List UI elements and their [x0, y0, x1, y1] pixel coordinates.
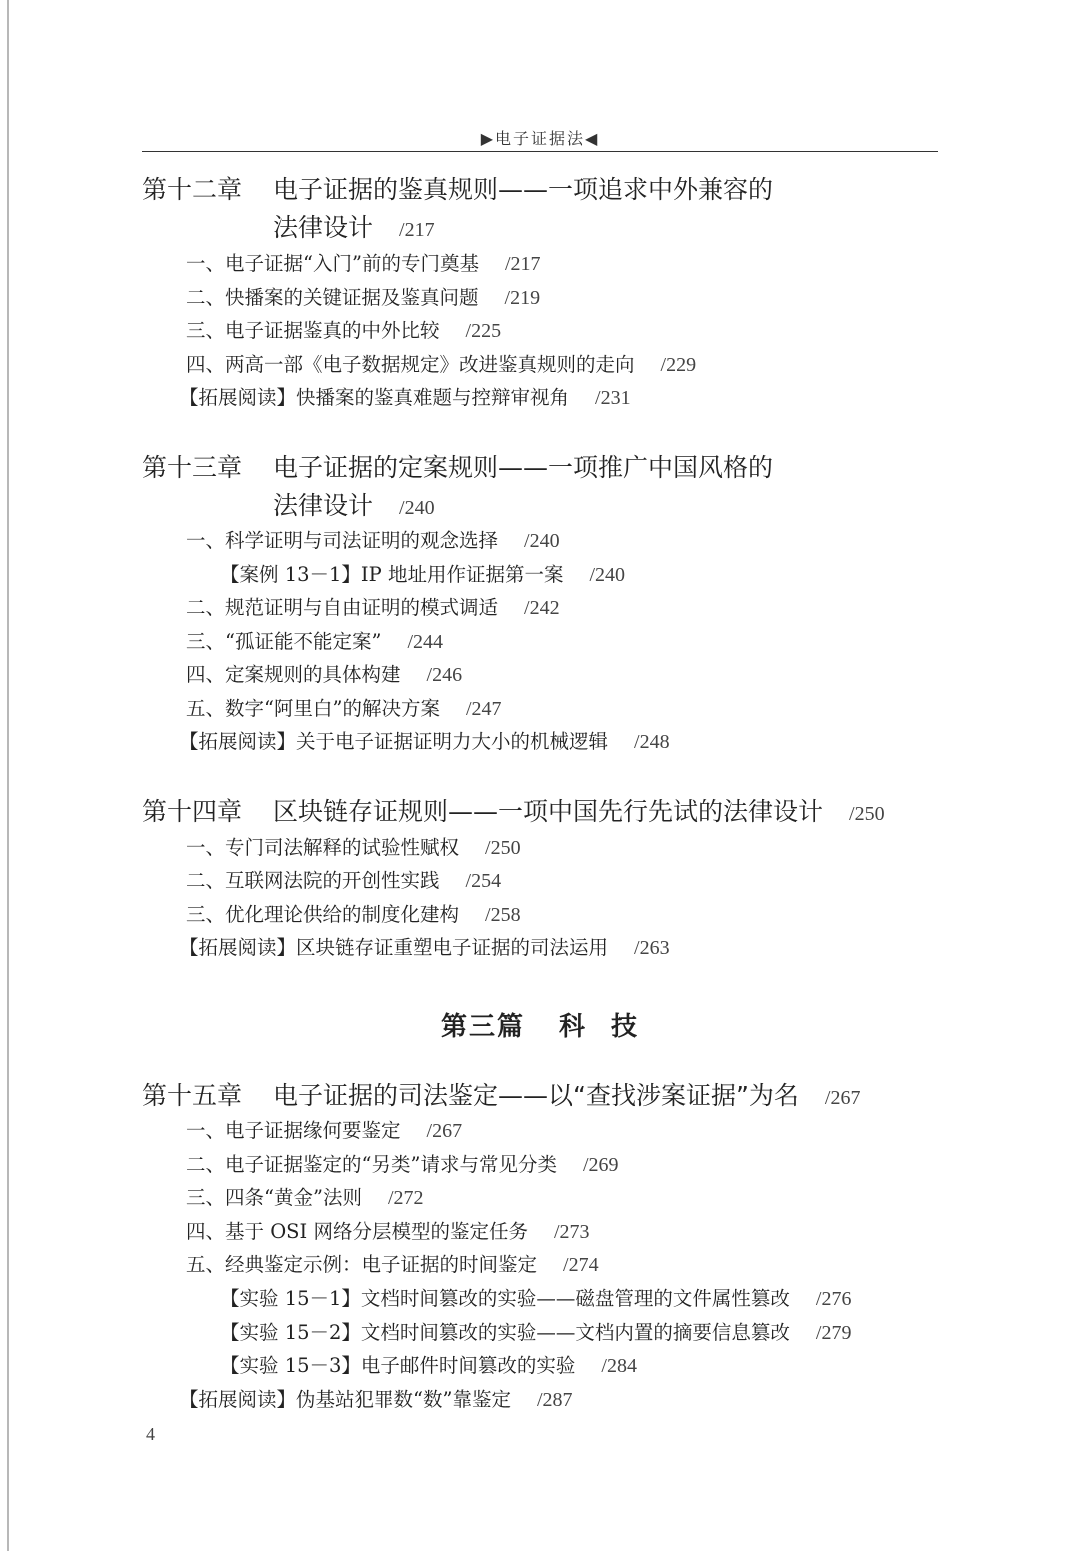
page-number: /217 [399, 219, 435, 241]
page-edge [7, 0, 9, 1551]
chapter-title: 电子证据的鉴真规则——一项追求中外兼容的 [273, 175, 774, 204]
chapter-number: 第十五章 [142, 1081, 243, 1110]
page-number: /272 [387, 1187, 424, 1209]
chapter-12-heading[interactable] [142, 173, 773, 207]
entry-text: 三、四条“黄金”法则 [186, 1186, 362, 1209]
entry-text: 【实验 15－2】文档时间篡改的实验——文档内置的摘要信息篡改 [220, 1321, 790, 1344]
entry-text: 五、经典鉴定示例：电子证据的时间鉴定 [186, 1253, 538, 1276]
page-number: /276 [815, 1288, 852, 1310]
entry-text: 【拓展阅读】伪基站犯罪数“数”靠鉴定 [179, 1388, 511, 1411]
part-word-2: 技 [611, 1012, 640, 1042]
entry-text: 四、基于 OSI 网络分层模型的鉴定任务 [186, 1220, 528, 1243]
toc-entry[interactable] [186, 695, 502, 723]
entry-text: 【实验 15－1】文档时间篡改的实验——磁盘管理的文件属性篡改 [220, 1287, 790, 1310]
toc-entry[interactable] [186, 661, 462, 689]
toc-entry[interactable] [186, 1184, 424, 1212]
entry-text: 【实验 15－3】电子邮件时间篡改的实验 [220, 1354, 576, 1377]
toc-entry[interactable] [186, 250, 541, 278]
chapter-13-heading[interactable] [142, 451, 773, 485]
page-number: /247 [465, 698, 502, 720]
page-number: /248 [634, 731, 670, 753]
page-number: /269 [582, 1154, 619, 1176]
toc-entry[interactable] [186, 351, 696, 379]
page-number: /279 [815, 1322, 852, 1344]
page-number: /231 [595, 387, 631, 409]
page-number: /267 [824, 1087, 861, 1109]
page-number: /229 [660, 354, 697, 376]
page-number: /263 [634, 937, 670, 959]
part-word-1: 科 [558, 1012, 587, 1042]
entry-text: 一、科学证明与司法证明的观念选择 [186, 529, 499, 552]
entry-text: 三、优化理论供给的制度化建构 [186, 903, 460, 926]
page-number: /217 [504, 253, 541, 275]
header-rule [142, 151, 938, 152]
page-number: /287 [536, 1389, 573, 1411]
chapter-number: 第十三章 [142, 453, 243, 482]
chapter-12-heading-cont[interactable] [273, 211, 435, 247]
toc-entry[interactable] [186, 1117, 462, 1145]
entry-text: 二、快播案的关键证据及鉴真问题 [186, 286, 479, 309]
page-number: /242 [524, 597, 560, 619]
chapter-title: 电子证据的定案规则——一项推广中国风格的 [273, 453, 774, 482]
toc-entry-reading[interactable] [179, 384, 631, 412]
page-number: /258 [485, 904, 521, 926]
toc-entry-reading[interactable] [179, 1386, 573, 1414]
entry-text: 一、电子证据缘何要鉴定 [186, 1119, 401, 1142]
chapter-title-cont: 法律设计 [273, 491, 374, 520]
toc-entry-reading[interactable] [179, 934, 670, 962]
chapter-number: 第十四章 [142, 797, 243, 826]
toc-entry[interactable] [186, 1251, 599, 1279]
page-number: /240 [589, 564, 626, 586]
page-number: /250 [849, 803, 885, 825]
page-number: /267 [426, 1120, 463, 1142]
toc-entry-experiment[interactable] [220, 1319, 851, 1347]
part-heading [0, 1006, 1080, 1043]
entry-text: 二、规范证明与自由证明的模式调适 [186, 596, 499, 619]
toc-entry[interactable] [186, 317, 501, 345]
entry-text: 五、数字“阿里白”的解决方案 [186, 697, 440, 720]
toc-entry-reading[interactable] [179, 728, 670, 756]
chapter-14-heading[interactable] [142, 795, 885, 831]
page-number: /219 [504, 287, 541, 309]
page-number: /273 [553, 1221, 590, 1243]
entry-text: 四、定案规则的具体构建 [186, 663, 401, 686]
chapter-13-heading-cont[interactable] [273, 489, 435, 525]
entry-text: 【拓展阅读】快播案的鉴真难题与控辩审视角 [179, 386, 570, 409]
toc-entry[interactable] [186, 594, 560, 622]
entry-text: 【案例 13－1】IP 地址用作证据第一案 [220, 563, 564, 586]
folio-page-number: 4 [146, 1424, 155, 1444]
running-head: ▶电子证据法◀ [480, 129, 600, 148]
part-label: 第三篇 [440, 1012, 525, 1042]
entry-text: 二、互联网法院的开创性实践 [186, 869, 440, 892]
entry-text: 一、专门司法解释的试验性赋权 [186, 836, 460, 859]
entry-text: 二、电子证据鉴定的“另类”请求与常见分类 [186, 1153, 557, 1176]
entry-text: 四、两高一部《电子数据规定》改进鉴真规则的走向 [186, 353, 635, 376]
page-number: /244 [407, 631, 444, 653]
page-number: /284 [601, 1355, 637, 1377]
page-number: /274 [563, 1254, 599, 1276]
toc-entry[interactable] [186, 901, 521, 929]
entry-text: 【拓展阅读】关于电子证据证明力大小的机械逻辑 [179, 730, 609, 753]
entry-text: 一、电子证据“入门”前的专门奠基 [186, 252, 479, 275]
chapter-15-heading[interactable] [142, 1079, 860, 1115]
entry-text: 三、“孤证能不能定案” [186, 630, 382, 653]
toc-entry-experiment[interactable] [220, 1285, 851, 1313]
toc-entry[interactable] [186, 867, 501, 895]
toc-entry-experiment[interactable] [220, 1352, 637, 1380]
chapter-number: 第十二章 [142, 175, 243, 204]
page-number: /250 [485, 837, 521, 859]
entry-text: 【拓展阅读】区块链存证重塑电子证据的司法运用 [179, 936, 609, 959]
chapter-title-cont: 法律设计 [273, 213, 374, 242]
toc-entry-case[interactable] [220, 561, 625, 589]
page-number: /254 [465, 870, 502, 892]
chapter-title: 电子证据的司法鉴定——以“查找涉案证据”为名 [273, 1081, 799, 1110]
toc-entry[interactable] [186, 834, 521, 862]
toc-entry[interactable] [186, 527, 560, 555]
page-number: /240 [399, 497, 435, 519]
toc-entry[interactable] [186, 628, 443, 656]
toc-entry[interactable] [186, 284, 540, 312]
page-number: /246 [426, 664, 463, 686]
toc-entry[interactable] [186, 1151, 619, 1179]
chapter-title: 区块链存证规则——一项中国先行先试的法律设计 [273, 797, 824, 826]
entry-text: 三、电子证据鉴真的中外比较 [186, 319, 440, 342]
toc-entry[interactable] [186, 1218, 590, 1246]
page-number: /225 [465, 320, 502, 342]
page-number: /240 [524, 530, 560, 552]
